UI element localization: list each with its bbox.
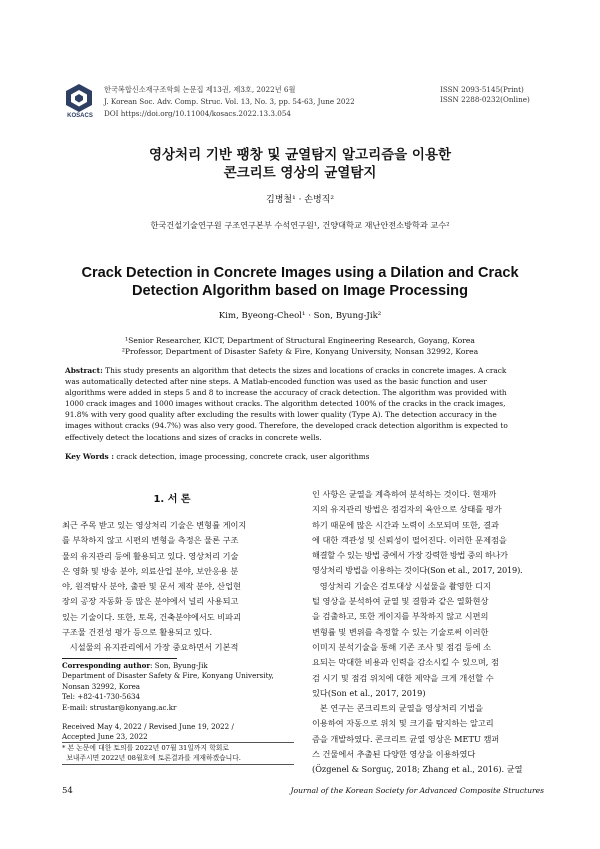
doi-link[interactable]: DOI https://doi.org/10.11004/kosacs.2022.13.3.054 (104, 109, 291, 118)
body-line: 영상처리 기술은 검토대상 시설물을 촬영한 디지 (312, 580, 492, 591)
body-line: 최근 주목 받고 있는 영상처리 기술은 변형률 게이지 (62, 520, 247, 530)
note-divider-top (62, 742, 294, 743)
body-line: 인 사항은 균열을 계측하여 분석하는 것이다. 현재까 (312, 489, 497, 499)
english-title-line-2: Detection Algorithm based on Image Processing (132, 283, 468, 299)
note-divider-bottom (62, 764, 294, 765)
body-line: 요되는 막대한 비용과 인력을 감소시킬 수 있으며, 점 (312, 657, 499, 668)
abstract-line: 1000 crack images and 1000 images without cracks. The algorithm detected 100% of the cracks in the crack images, (65, 399, 506, 409)
abstract-line: effectively detect the locations and sizes of cracks in concrete wells. (65, 432, 322, 442)
footnote-line: Tel: +82-41-730-5634 (62, 692, 141, 702)
journal-name-ko: 한국복합신소재구조학회 논문집 제13권, 제3호, 2022년 6월 (104, 85, 296, 94)
body-line: 변형률 및 변위를 측정할 수 있는 기술로써 이러한 (312, 626, 489, 637)
body-line: 에 대한 객관성 및 신뢰성이 떨어진다. 이러한 문제점을 (312, 534, 507, 545)
body-line: 시설물의 유지관리에서 가장 중요하면서 기본적 (62, 642, 239, 653)
footer-journal-name: Journal of the Korean Society for Advanced Composite Structures (290, 786, 544, 795)
body-line: 을 검출하고, 또한 게이지를 부착하지 않고 시편의 (312, 611, 489, 622)
keywords (65, 452, 369, 461)
received-date: Received May 4, 2022 / Revised June 19, 2022 / (62, 722, 234, 732)
body-line: 은 영화 및 방송 분야, 의료산업 분야, 보안응용 분 (62, 565, 239, 576)
footnote-line: Nonsan 32992, Korea (62, 681, 141, 691)
body-line: 구조물 건전성 평가 등으로 활용되고 있다. (62, 627, 213, 638)
body-line: 검 시기 및 점검 위치에 대한 제약을 크게 개선할 수 (312, 672, 494, 683)
abstract (65, 365, 535, 443)
abstract-line: 91.8% with very good quality after excluding the results with lower quality (Type A). The detection accuracy in the (65, 410, 497, 420)
body-line: 즘을 개발하였다. 콘크리트 균열 영상은 METU 캠퍼 (312, 733, 500, 744)
journal-name-en: J. Korean Soc. Adv. Comp. Struc. Vol. 13, No. 3, pp. 54-63, June 2022 (104, 97, 355, 106)
corresponding-author: Corresponding author: Son, Byung-Jik (62, 661, 208, 670)
right-column (312, 487, 544, 778)
abstract-line: Abstract: This study presents an algorithm that detects the sizes and locations of cracks in concrete images. A crack (65, 366, 507, 375)
abstract-line: was automatically detected after nine steps. A Matlab-encoded function was used as the basic function and user (65, 377, 487, 387)
footnote-divider (62, 658, 177, 659)
body-line: 본 연구는 콘크리트의 균열을 영상처리 기법을 (312, 703, 484, 714)
issn-online: ISSN 2288-0232(Online) (440, 95, 530, 104)
footnote (62, 661, 297, 743)
keywords-text: crack detection, image processing, concrete crack, user algorithms (113, 452, 370, 461)
page-number: 54 (62, 786, 73, 796)
body-line: 영상처리 방법을 이용하는 것이다(Son et al., 2017, 2019). (312, 565, 523, 576)
body-line: 해결할 수 있는 방법 중에서 가장 강력한 방법 중의 하나가 (312, 550, 508, 561)
korean-authors: 김병철¹ · 손병직² (266, 195, 334, 205)
issn-print: ISSN 2093-5145(Print) (440, 85, 524, 94)
korean-title-line-1: 영상처리 기반 팽창 및 균열탐지 알고리즘을 이용한 (148, 147, 452, 163)
note-line: 보내주시면 2022년 08월호에 토론결과를 게재하겠습니다. (62, 753, 241, 762)
body-line: 이용하여 자동으로 위치 및 크기를 탐지하는 알고리 (312, 718, 494, 729)
english-title-line-1: Crack Detection in Concrete Images using a Dilation and Crack (81, 265, 519, 281)
abstract-line: algorithms were added in steps 5 and 8 to increase the accuracy of crack detection. The algorithm was provided with (65, 388, 507, 398)
english-authors: Kim, Byeong-Cheol¹ · Son, Byung-Jik² (218, 311, 382, 321)
body-line: 를 부착하지 않고 시편의 변형을 측정은 물론 구조 (62, 535, 239, 546)
body-line: 이미지 분석기술을 통해 기존 조사 및 점검 등에 소 (312, 641, 492, 652)
body-line: 있는 기술이다. 또한, 토목, 건축분야에서도 비파괴 (62, 611, 242, 622)
english-affiliation-2: ²Professor, Department of Disaster Safety & Fire, Konyang University, Nonsan 32992, Korea (121, 347, 479, 356)
body-line: 물의 유지관리 등에 활용되고 있다. 영상처리 기술 (62, 550, 239, 561)
korean-title-line-2: 콘크리트 영상의 균열탐지 (223, 165, 377, 181)
english-affiliation-1: ¹Senior Researcher, KICT, Department of Structural Engineering Research, Goyang, Korea (125, 336, 475, 345)
section-title: 1. 서 론 (153, 494, 191, 505)
accepted-date: Accepted June 23, 2022 (62, 732, 148, 742)
body-line: 스 건물에서 추출된 다양한 영상을 이용하였다 (312, 749, 476, 760)
abstract-label: Abstract: (65, 366, 103, 375)
logo-text: KOSACS (67, 113, 93, 119)
discussion-note (62, 744, 297, 763)
body-line: 장의 공장 자동화 등 많은 분야에서 널리 사용되고 (62, 596, 239, 607)
left-column (62, 518, 292, 656)
keywords-label: Key Words : (65, 452, 114, 461)
body-line: 털 영상을 분석하여 균열 및 결함과 같은 열화현상 (312, 596, 489, 607)
body-line: 있다(Son et al., 2017, 2019) (312, 687, 426, 698)
note-line: * 본 논문에 대한 토의를 2022년 07월 31일까지 학회로 (62, 744, 229, 752)
author-email[interactable]: E-mail: strustar@konyang.ac.kr (62, 702, 177, 712)
body-line: 야, 원격탐사 분야, 출판 및 문서 제작 분야, 산업현 (62, 581, 241, 592)
body-line: (Özgenel & Sorguç, 2018; Zhang et al., 2016). 균열 (312, 764, 523, 775)
footnote-line: Department of Disaster Safety & Fire, Konyang University, (62, 671, 274, 681)
abstract-line: images without cracks (94.7%) was also very good. Therefore, the developed crack detection algorithm is expected to (65, 421, 508, 431)
korean-affiliation: 한국건설기술연구원 구조연구본부 수석연구원¹, 건양대학교 재난안전소방학과 교수² (150, 220, 450, 230)
body-line: 하기 때문에 많은 시간과 노력이 소모되며 또한, 결과 (312, 519, 499, 530)
body-line: 지의 유지관리 방법은 점검자의 육안으로 상태를 평가 (312, 504, 502, 515)
